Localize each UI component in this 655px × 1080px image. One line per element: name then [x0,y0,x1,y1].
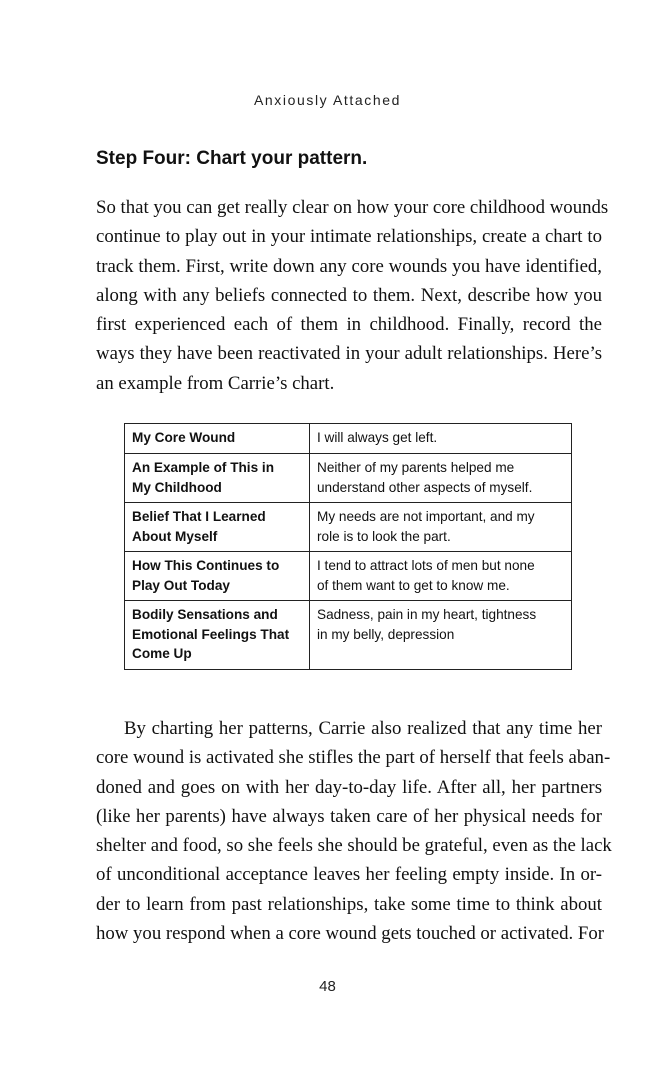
row-label-core-wound [125,424,310,454]
label-line: Emotional Feelings That [132,626,290,642]
label-line: Bodily Sensations and [132,607,278,622]
table-row [125,503,572,552]
section-heading: Step Four: Chart your pattern. [96,148,368,169]
row-value-continues [310,552,572,601]
label-line: How This Continues to [132,558,280,573]
paragraph-line: shelter and food, so she feels she should be grateful, even as the lack [96,835,612,857]
value-line: in my belly, depression [317,626,455,642]
table-row [125,552,572,601]
running-head: Anxiously Attached [253,92,402,108]
paragraph-line: By charting her patterns, Carrie also realized that any time her [124,718,602,739]
paragraph-line: track them. First, write down any core wounds you have identified, [96,255,602,277]
value-line: My needs are not important, and my [317,509,535,524]
label-line: Belief That I Learned [132,509,266,524]
paragraph-line: of unconditional acceptance leaves her feeling empty inside. In or- [96,864,602,886]
row-label-belief [125,503,310,552]
label-line: An Example of This in [132,460,274,475]
paragraph-line: der to learn from past relationships, take some time to think about [96,893,602,915]
row-value-core-wound [310,424,572,454]
paragraph-line: first experienced each of them in childhood. Finally, record the [96,314,602,336]
label-line: My Childhood [132,479,222,495]
value-line: role is to look the part. [317,528,451,544]
intro-paragraph [96,193,609,398]
value-line: Neither of my parents helped me [317,460,515,475]
label-line: About Myself [132,528,218,544]
paragraph-line: (like her parents) have always taken care of her physical needs for [96,805,602,827]
table-row [125,601,572,670]
row-label-sensations [125,601,310,670]
paragraph-line: how you respond when a core wound gets touched or activated. For [96,923,605,945]
value-line: understand other aspects of myself. [317,479,533,495]
page-number: 48 [319,978,336,995]
paragraph-line: So that you can get really clear on how your core childhood wounds [96,197,609,218]
body-paragraph [96,714,612,948]
paragraph-line: along with any beliefs connected to them. Next, describe how you [96,284,602,306]
value-line: I will always get left. [317,430,438,445]
row-value-sensations [310,601,572,670]
value-line: of them want to get to know me. [317,577,510,593]
row-label-childhood-example [125,454,310,503]
label-line: Play Out Today [132,577,230,593]
paragraph-line: core wound is activated she stifles the part of herself that feels aban- [96,747,611,769]
table-row [125,454,572,503]
core-wound-chart [124,423,572,670]
label-line: Come Up [132,646,192,661]
row-value-childhood-example [310,454,572,503]
paragraph-line: continue to play out in your intimate relationships, create a chart to [96,226,602,248]
row-label-continues [125,552,310,601]
value-line: Sadness, pain in my heart, tightness [317,607,537,622]
table-row [125,424,572,454]
value-line: I tend to attract lots of men but none [317,558,535,573]
row-value-belief [310,503,572,552]
paragraph-line: an example from Carrie’s chart. [96,372,335,394]
paragraph-line: ways they have been reactivated in your adult relationships. Here’s [96,343,602,365]
paragraph-line: doned and goes on with her day-to-day life. After all, her partners [96,776,602,798]
label-line: My Core Wound [132,430,236,445]
